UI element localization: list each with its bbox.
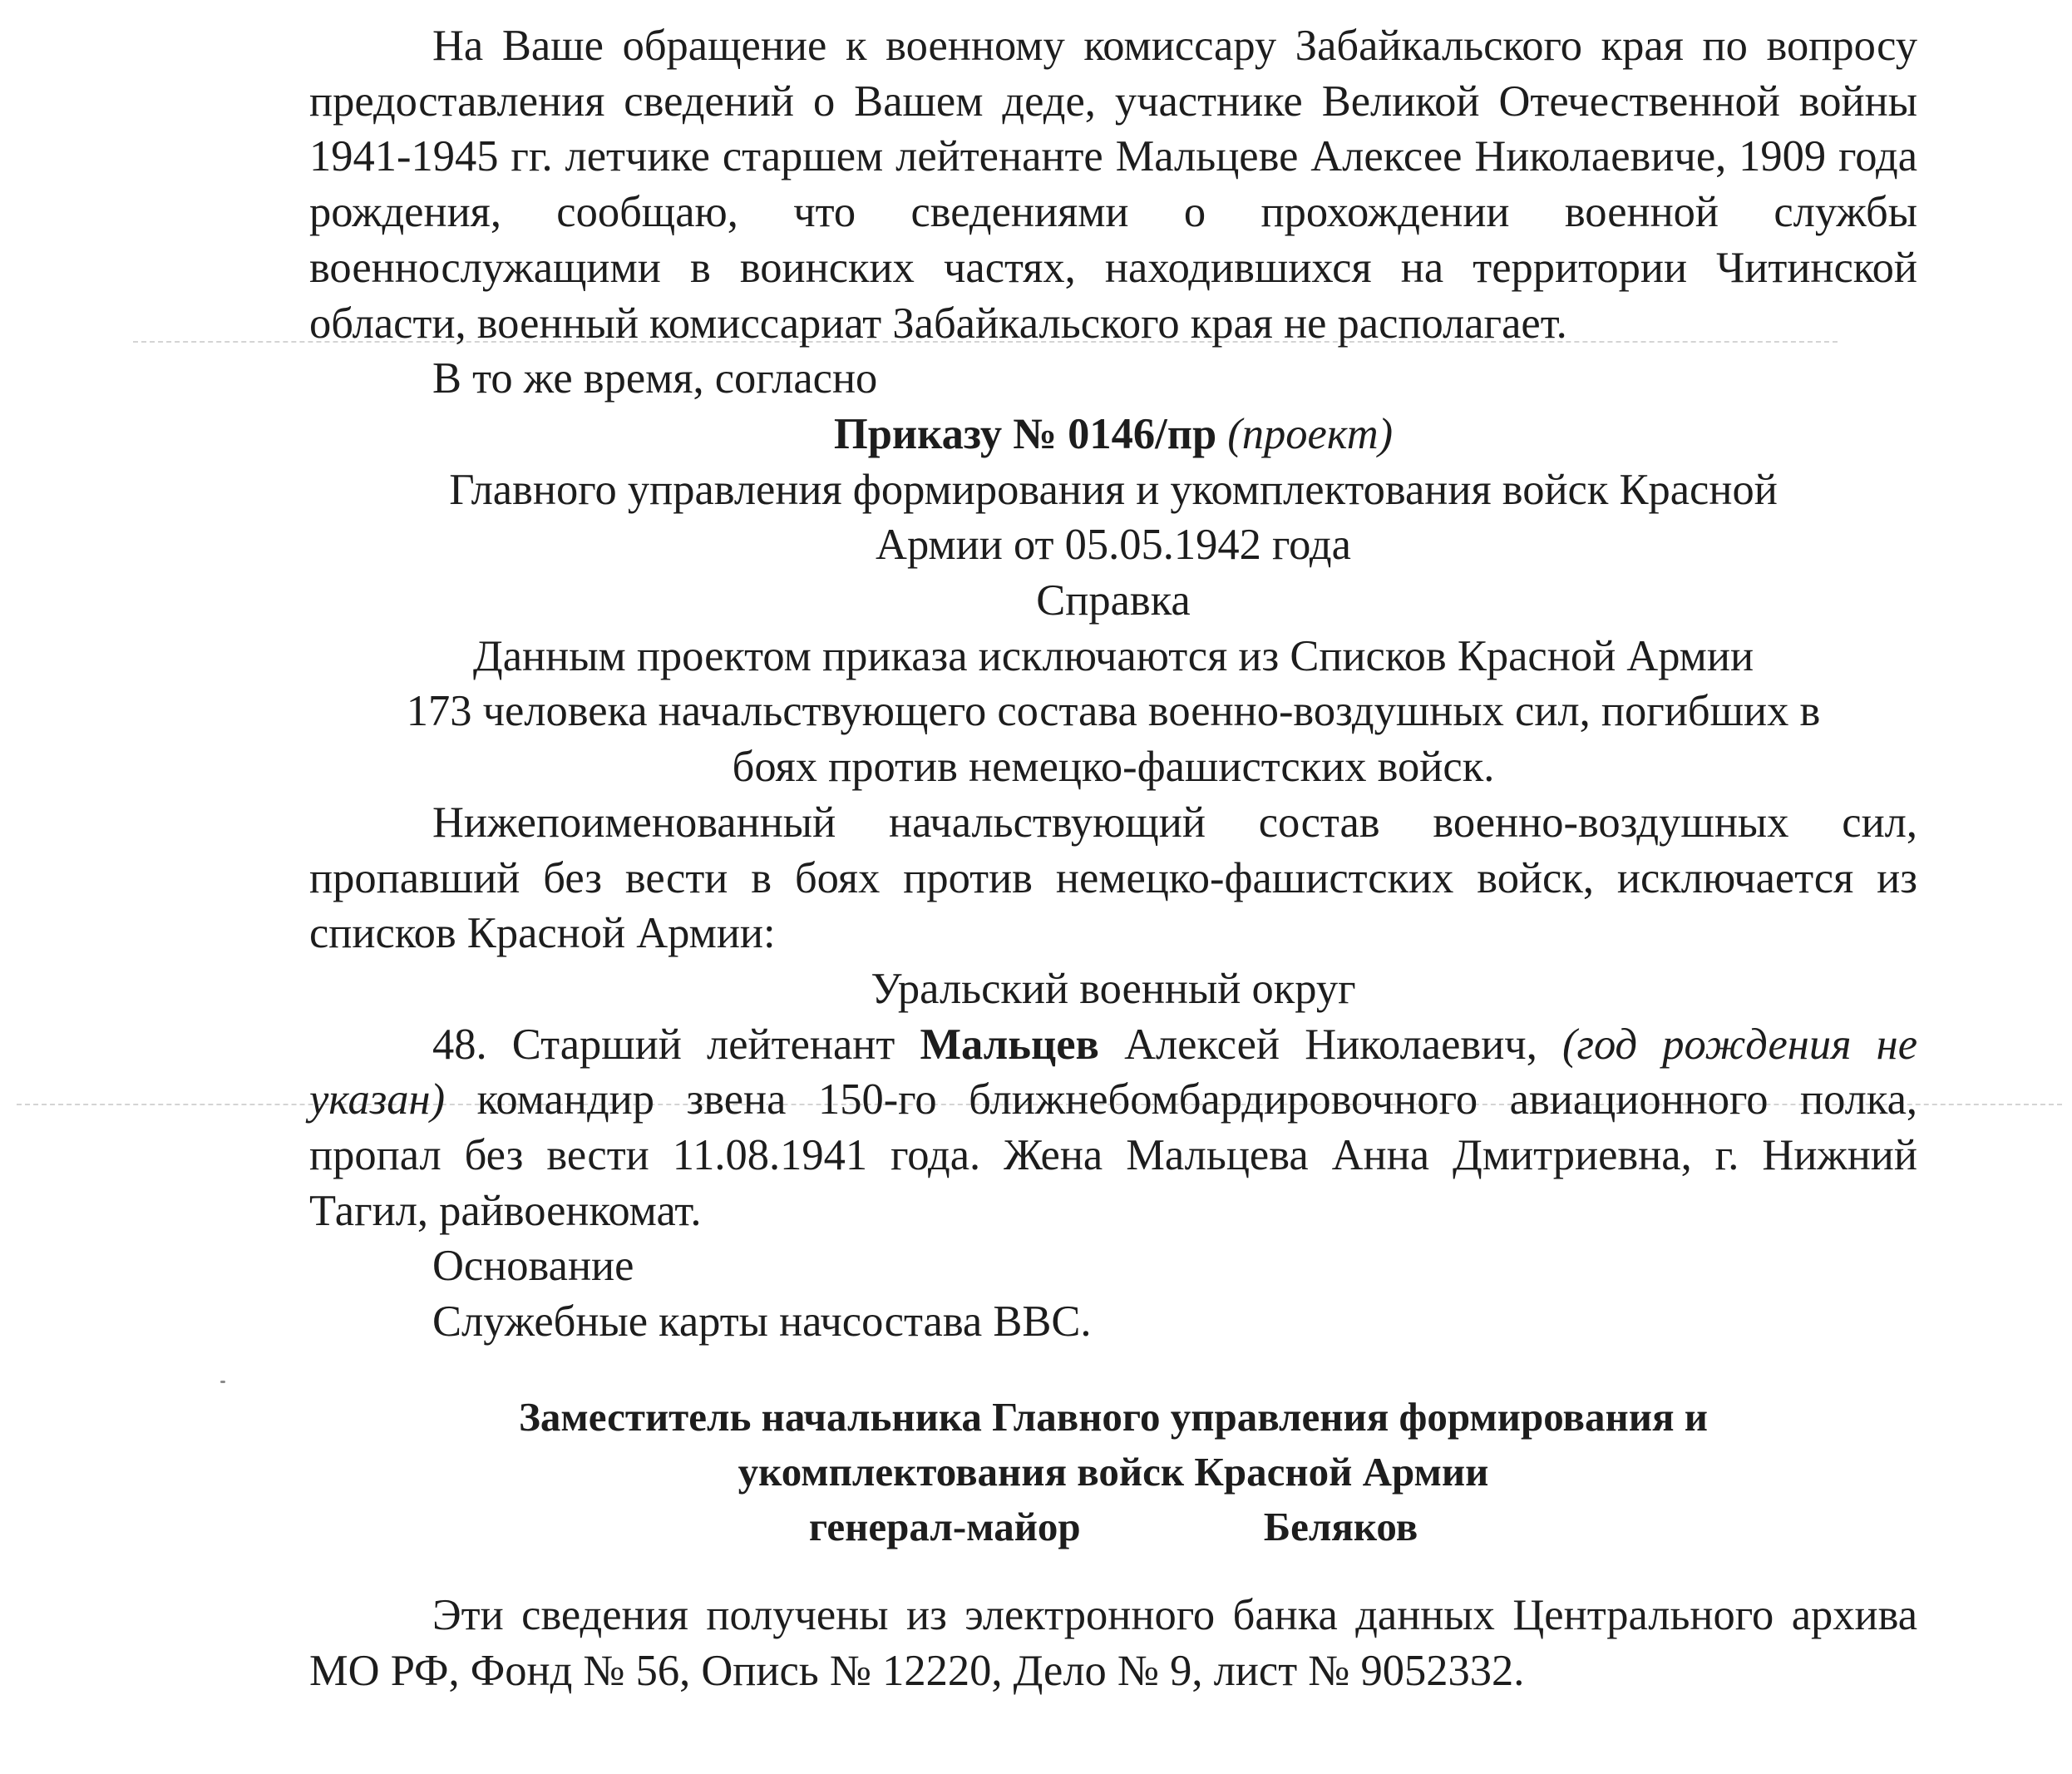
missing-personnel-paragraph: Нижепоименованный начальствующий состав военно-воздушных сил, пропавший без вести в боях против немецко-фашистских войск, исключается из списков Красной Армии: (309, 798, 1917, 958)
order-issuer-line1: Главного управления формирования и укомплектования войск Красной (449, 465, 1778, 514)
order-number: Приказу № 0146/пр (833, 409, 1217, 458)
reference-heading: Справка (1036, 576, 1191, 625)
signature-title-line2: укомплектования войск Красной Армии (738, 1448, 1489, 1495)
signature-rank-name (309, 1500, 1917, 1554)
signature-rank: генерал-майор (808, 1503, 1081, 1549)
reference-line1: Данным проектом приказа исключаются из Списков Красной Армии (472, 631, 1754, 680)
personnel-entry (309, 1017, 1917, 1239)
entry-name: Алексей Николаевич, (1098, 1020, 1562, 1069)
letter-paragraph-however: В то же время, согласно (432, 354, 878, 403)
signature-name: Беляков (1263, 1503, 1418, 1549)
letter-paragraph-intro: На Ваше обращение к военному комиссару Забайкальского края по вопросу предоставления сведений о Вашем деде, участнике Великой Отечественной войны 1941-1945 гг. летчике старшем лейтенанте Мальцеве Алексее Николаевиче, 1909 года рождения, сообщаю, что сведениями о прохождении военной службы военнослужащими в воинских частях, находившихся на территории Читинской области, военный комиссариат Забайкальского края не располагает. (309, 22, 1917, 348)
reference-line2: 173 человека начальствующего состава военно-воздушных сил, погибших в (406, 687, 1821, 736)
order-status: (проект) (1227, 409, 1394, 458)
entry-surname: Мальцев (920, 1020, 1099, 1069)
entry-details: командир звена 150-го ближнебомбардировочного авиационного полка, пропал без вести 11.08.1941 года. Жена Мальцева Анна Дмитриевна, г. Нижний Тагил, райвоенкомат. (309, 1075, 1917, 1235)
reference-line3: боях против немецко-фашистских войск. (732, 743, 1495, 792)
document-body (309, 18, 1917, 1698)
signature-title-line1: Заместитель начальника Главного управления формирования и (519, 1393, 1708, 1440)
entry-prefix: 48. Старший лейтенант (432, 1020, 920, 1069)
basis-label: Основание (432, 1242, 634, 1291)
source-paragraph: Эти сведения получены из электронного банка данных Центрального архива МО РФ, Фонд № 56, Опись № 12220, Дело № 9, лист № 9052332. (309, 1590, 1917, 1695)
entry-birth-year-note: (год рождения не указан) (309, 1020, 1917, 1124)
military-district: Уральский военный округ (871, 964, 1356, 1013)
order-issuer-line2: Армии от 05.05.1942 года (876, 521, 1351, 570)
basis-text: Служебные карты начсостава ВВС. (432, 1297, 1092, 1347)
order-title (309, 407, 1917, 462)
signature-block (309, 1390, 1917, 1554)
scan-speck (220, 1381, 225, 1383)
